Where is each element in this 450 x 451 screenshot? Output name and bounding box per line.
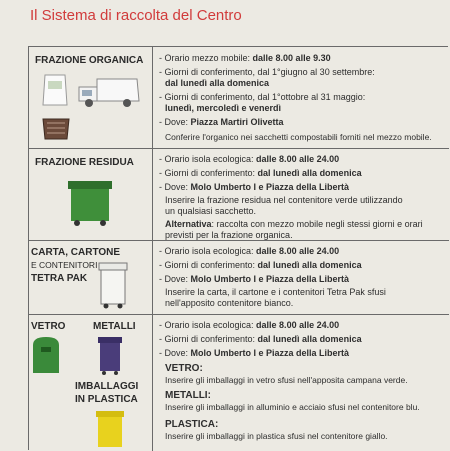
plastica-heading: PLASTICA: (165, 419, 219, 430)
organica-line-7: Conferire l'organico nei sacchetti compostabili forniti nel mezzo mobile. (165, 132, 432, 142)
carta-line-5: nell'apposito contenitore bianco. (165, 298, 294, 308)
green-bin-icon (65, 177, 115, 227)
yellow-bin-icon (95, 409, 125, 449)
vetro-line-2: - Giorni di conferimento: dal lunedì alla domenica (159, 334, 362, 344)
purple-bin-icon (97, 335, 123, 375)
row-carta (29, 241, 449, 315)
plastica-text: Inserire gli imballaggi in plastica sfusi nel contenitore giallo. (165, 431, 388, 441)
row-carta-icons (29, 241, 153, 314)
carta-line-1: - Orario isola ecologica: dalle 8.00 alle 24.00 (159, 246, 340, 256)
label-metalli: METALLI (93, 321, 136, 332)
organica-line-2: - Giorni di conferimento, dal 1°giugno al 30 settembre: (159, 67, 375, 77)
vetro-text: Inserire gli imballaggi in vetro sfusi nell'apposita campana verde. (165, 375, 408, 385)
vetro-line-1: - Orario isola ecologica: dalle 8.00 alle 24.00 (159, 320, 340, 330)
vetro-heading: VETRO: (165, 363, 203, 374)
row-vetro (29, 315, 449, 451)
row-residua-icons (29, 149, 153, 240)
residua-line-2: - Giorni di conferimento: dal lunedì alla domenica (159, 168, 362, 178)
carta-line-3: - Dove: Molo Umberto I e Piazza della Libertà (159, 274, 350, 284)
residua-line-4: Inserire la frazione residua nel contenitore verde utilizzando (165, 195, 403, 205)
label-carta-1: CARTA, CARTONE (31, 247, 121, 258)
row-vetro-icons (29, 315, 153, 451)
label-imballaggi-2: IN PLASTICA (75, 394, 138, 405)
label-vetro: VETRO (31, 321, 66, 332)
residua-line-1: - Orario isola ecologica: dalle 8.00 alle 24.00 (159, 154, 340, 164)
residua-line-5: un qualsiasi sacchetto. (165, 206, 257, 216)
row-residua (29, 149, 449, 241)
residua-line-6: Alternativa: raccolta con mezzo mobile negli stessi giorni e orari (165, 219, 423, 229)
row-organica-icons (29, 47, 153, 148)
label-residua: FRAZIONE RESIDUA (35, 157, 134, 168)
organica-line-5: lunedì, mercoledì e venerdì (165, 103, 282, 113)
glass-bell-icon (31, 335, 61, 375)
label-organica: FRAZIONE ORGANICA (35, 55, 144, 66)
organica-line-4: - Giorni di conferimento, dal 1°ottobre al 31 maggio: (159, 92, 366, 102)
organica-line-1: - Orario mezzo mobile: dalle 8.00 alle 9.30 (159, 53, 331, 63)
organica-line-6: - Dove: Piazza Martiri Olivetta (159, 117, 284, 127)
label-carta-2: E CONTENITORI (31, 260, 98, 270)
carta-line-2: - Giorni di conferimento: dal lunedì alla domenica (159, 260, 362, 270)
row-organica (29, 47, 449, 149)
label-imballaggi-1: IMBALLAGGI (75, 381, 139, 392)
label-carta-3: TETRA PAK (31, 273, 88, 284)
carta-line-4: Inserire la carta, il cartone e i contenitori Tetra Pak sfusi (165, 287, 386, 297)
page-title: Il Sistema di raccolta del Centro (30, 7, 242, 24)
residua-line-3: - Dove: Molo Umberto I e Piazza della Libertà (159, 182, 350, 192)
compost-bag-icon (41, 73, 69, 107)
organica-line-3: dal lunedì alla domenica (165, 78, 270, 88)
residua-line-7: previsti per la frazione organica. (165, 230, 293, 240)
truck-icon (77, 73, 141, 109)
collection-table (28, 46, 448, 450)
metalli-text: Inserire gli imballaggi in alluminio e acciaio sfusi nel contenitore blu. (165, 402, 420, 412)
basket-icon (39, 115, 73, 141)
metalli-heading: METALLI: (165, 390, 211, 401)
vetro-line-3: - Dove: Molo Umberto I e Piazza della Libertà (159, 348, 350, 358)
white-bin-icon (97, 261, 129, 309)
